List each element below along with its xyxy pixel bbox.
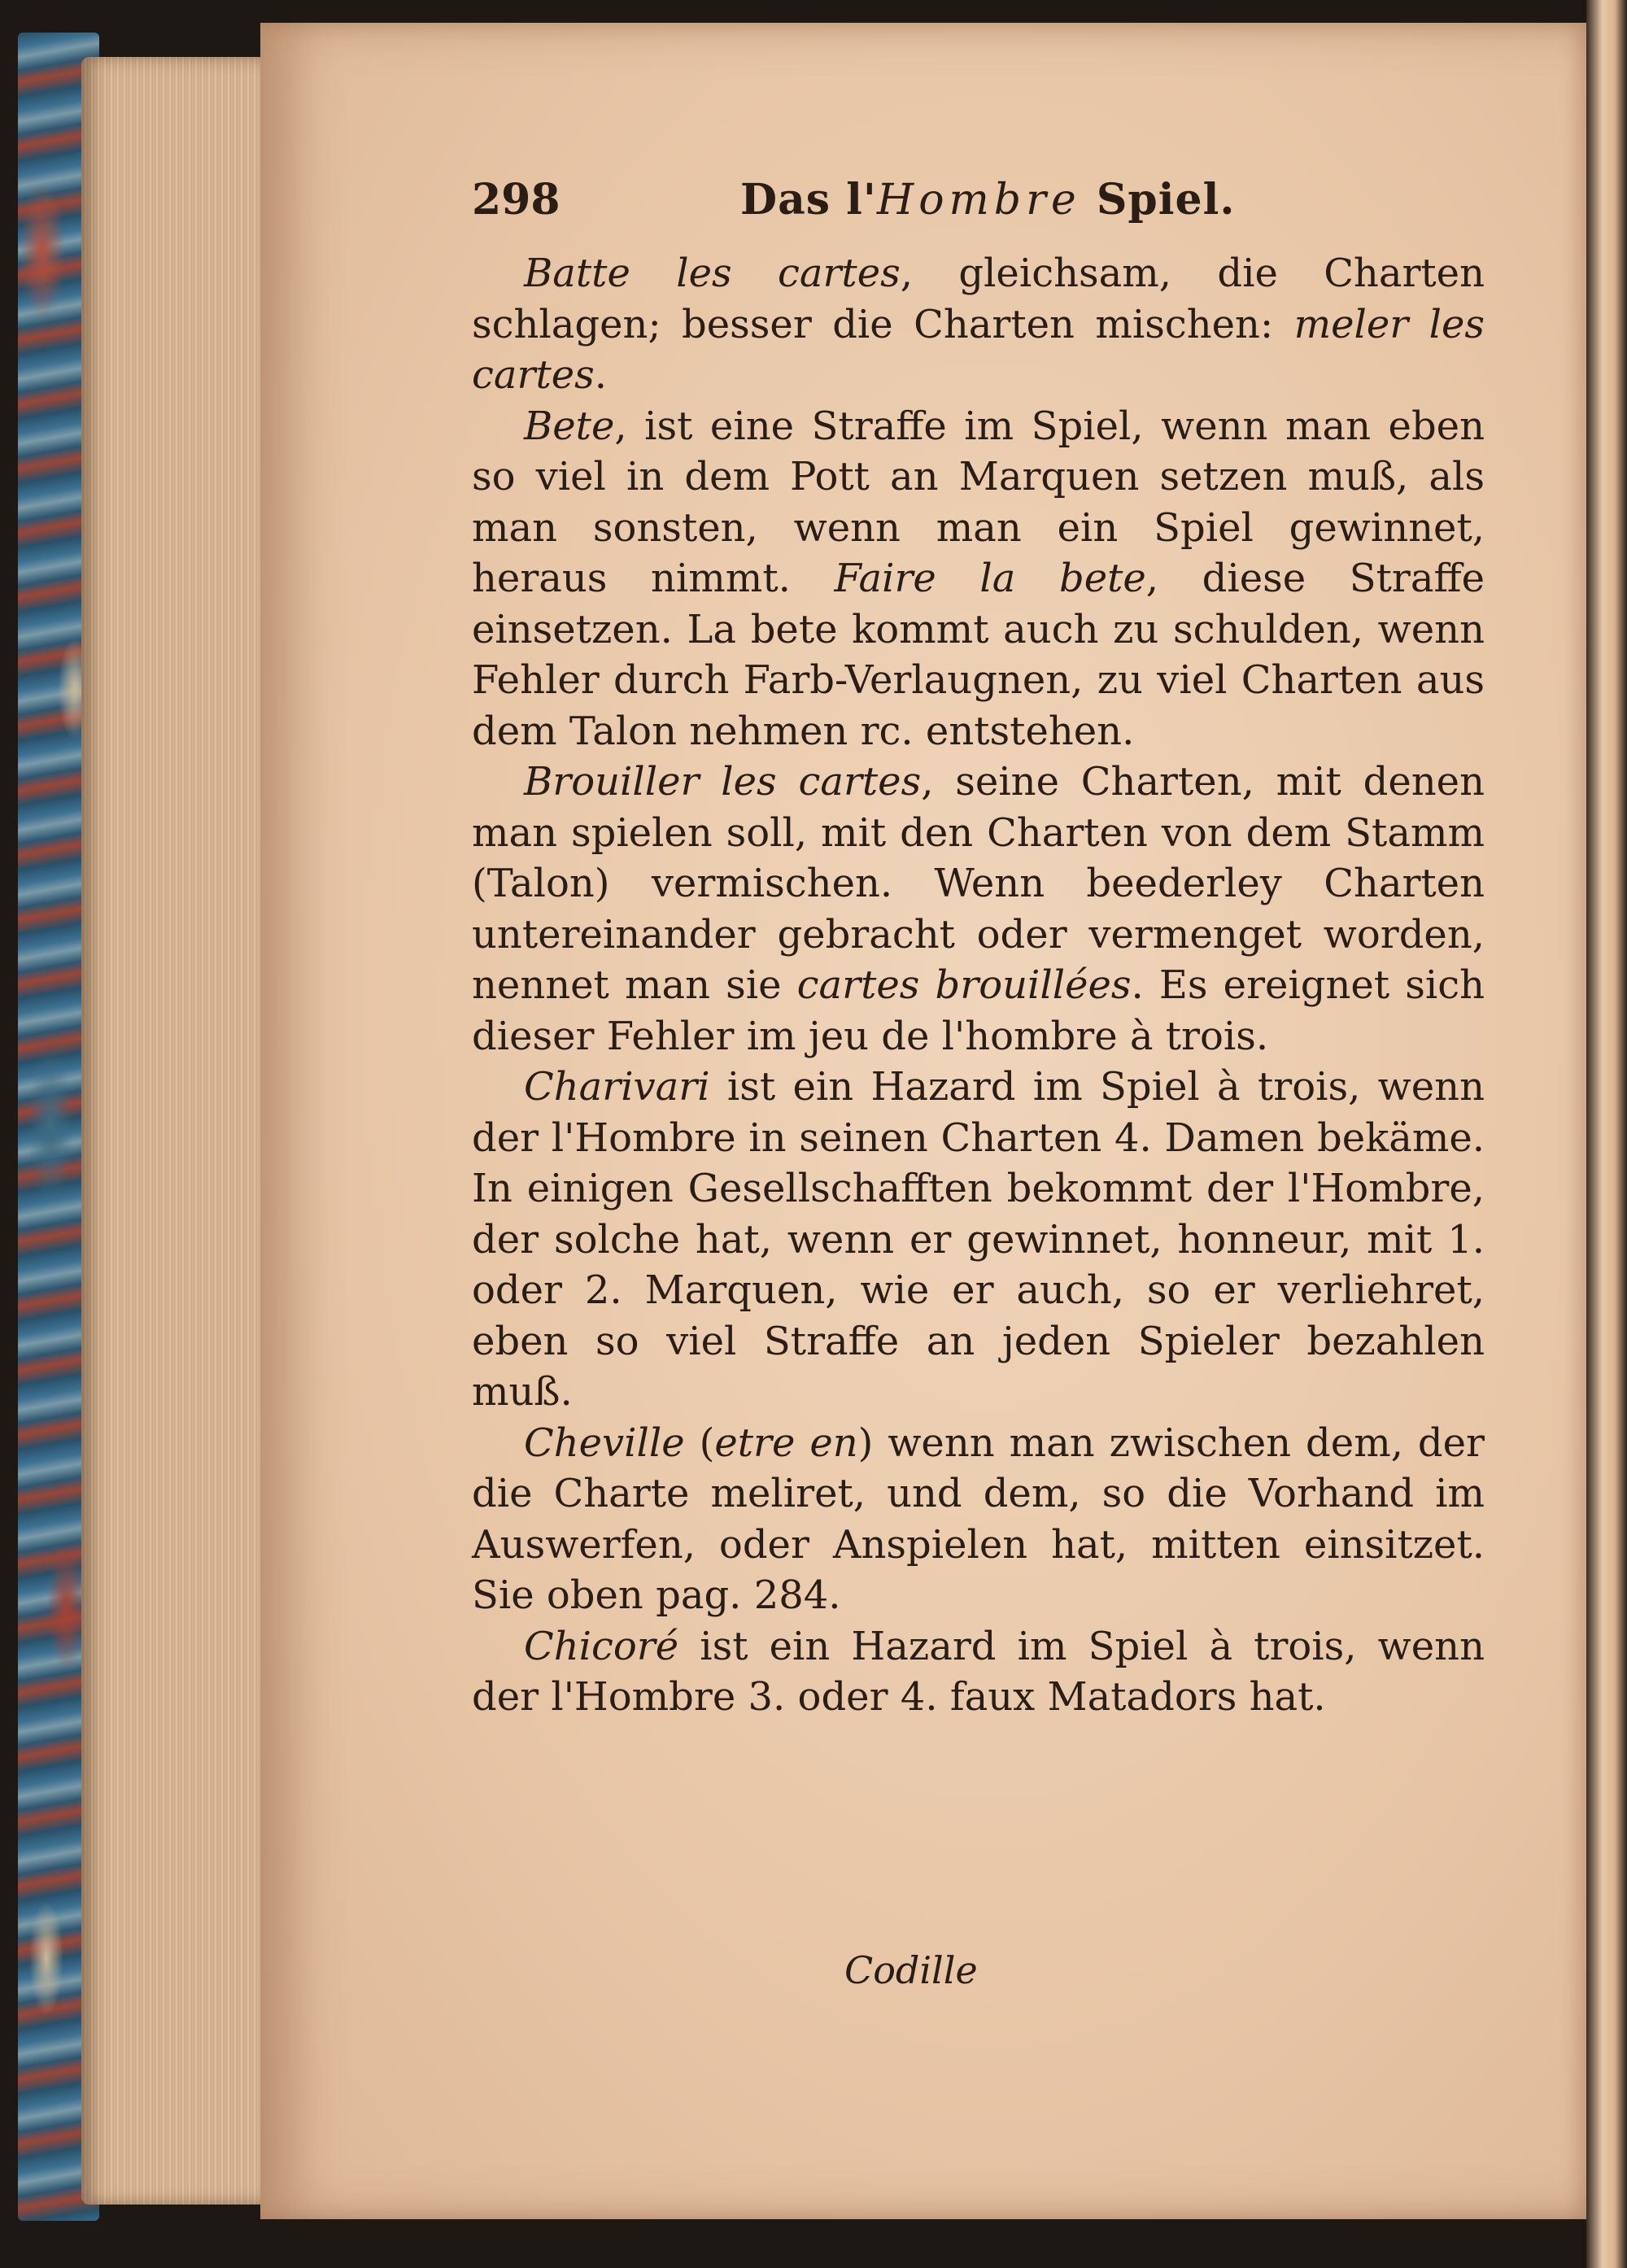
- entry-text: , seine Charten, mit denen man spielen soll, mit den Charten von dem Stamm (Talon) vermischen. Wenn beederley Charten untereinander gebracht oder vermenget worden, nennet man sie: [472, 759, 1485, 1008]
- entry-brouiller: [472, 757, 1485, 1062]
- entry-term: Cheville: [524, 1420, 685, 1466]
- entry-term: Brouiller les cartes: [524, 759, 922, 805]
- entry-text-secondary: , diese Straffe einsetzen. La bete kommt auch zu schulden, wenn Fehler durch Farb-Verlaugnen, zu viel Charten aus dem Talon nehmen rc. entstehen.: [472, 556, 1485, 754]
- entry-term-secondary: meler les cartes: [472, 301, 1485, 398]
- entry-bete: [472, 401, 1485, 757]
- running-title: [740, 175, 1235, 225]
- entry-text: (: [684, 1420, 715, 1466]
- entry-chicore: [472, 1621, 1485, 1723]
- catchword: Codille: [844, 1948, 978, 1992]
- entry-charivari: [472, 1062, 1485, 1418]
- entry-term-secondary: etre en: [714, 1420, 858, 1466]
- entry-term: Batte les cartes: [524, 251, 901, 296]
- page-header: [472, 159, 1485, 248]
- entry-term-secondary: Faire la bete: [834, 556, 1146, 601]
- page-text-block: [472, 159, 1485, 1723]
- entry-text: , ist eine Straffe im Spiel, wenn man eben so viel in dem Pott an Marquen setzen muß, als man sonsten, wenn man ein Spiel gewinnet, heraus nimmt.: [472, 403, 1485, 601]
- entry-term: Bete: [524, 403, 615, 449]
- entry-text: ist ein Hazard im Spiel à trois, wenn der l'Hombre 3. oder 4. faux Matadors hat.: [472, 1623, 1485, 1720]
- running-title-post: Spiel.: [1080, 175, 1236, 225]
- entry-term-secondary: cartes brouillées: [796, 962, 1132, 1008]
- entry-cheville: [472, 1418, 1485, 1621]
- page-number: 298: [472, 175, 561, 225]
- entry-text: ist ein Hazard im Spiel à trois, wenn der l'Hombre in seinen Charten 4. Damen bekäme. In einigen Gesellschafften bekommt der l'Hombre, der solche hat, wenn er gewinnet, honneur, mit 1. oder 2. Marquen, wie er auch, so er verliehret, eben so viel Straffe an jeden Spieler bezahlen muß.: [472, 1064, 1485, 1415]
- entry-batte: [472, 248, 1485, 401]
- entry-text-secondary: ) wenn man zwischen dem, der die Charte meliret, und dem, so die Vorhand im Auswerfen, oder Anspielen hat, mitten einsitzet. Sie oben pag. 284.: [472, 1420, 1485, 1618]
- page-edges: [81, 57, 273, 2205]
- running-title-pre: Das l': [740, 175, 877, 225]
- entry-text: , gleichsam, die Charten schlagen; besser die Charten mischen:: [472, 251, 1485, 347]
- entry-text-secondary: . Es ereignet sich dieser Fehler im jeu de l'hombre à trois.: [472, 962, 1485, 1059]
- gutter-edge: [1586, 0, 1627, 2268]
- running-title-italic: Hombre: [876, 176, 1081, 225]
- entry-text-secondary: .: [594, 352, 608, 398]
- entry-term: Chicoré: [524, 1623, 679, 1669]
- entry-term: Charivari: [524, 1064, 710, 1110]
